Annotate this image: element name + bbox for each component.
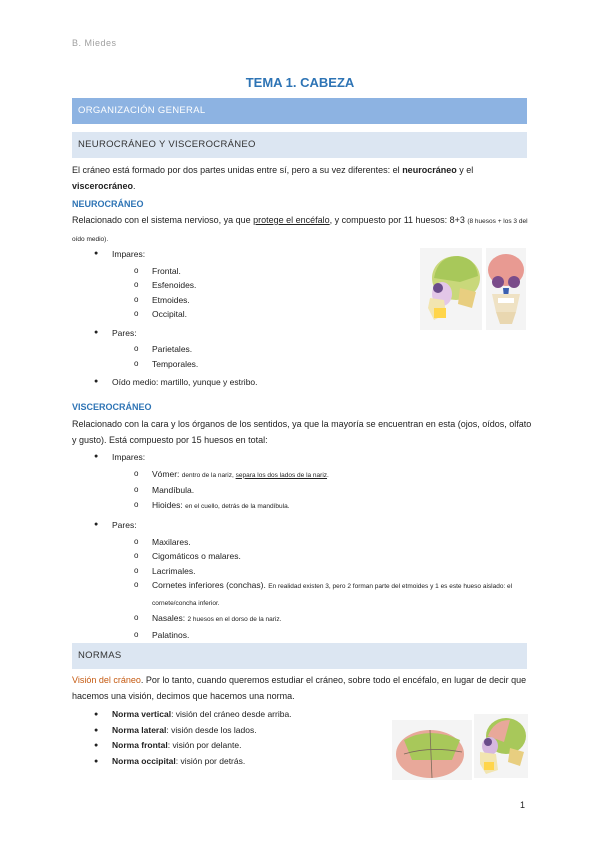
list-item: o Frontal. xyxy=(134,264,394,279)
neuro-paragraph: Relacionado con el sistema nervioso, ya que protege el encéfalo, y compuesto por 11 huesos: 8+3 (8 huesos + los 3 del oído medio). xyxy=(72,215,528,243)
page-title: TEMA 1. CABEZA xyxy=(245,75,355,90)
list-item: ● Norma vertical: visión del cráneo desde arriba. xyxy=(94,707,374,723)
skull-lateral-image xyxy=(420,248,482,330)
normas-paragraph: Visión del cráneo. Por lo tanto, cuando queremos estudiar el cráneo, sobre todo el encéfalo, en lugar de decir que hacemos una visión, decimos que hacemos una norma. xyxy=(72,675,527,701)
intro-paragraph: El cráneo está formado por dos partes unidas entre sí, pero a su vez diferentes: el neurocráneo y el viscerocráneo. xyxy=(72,165,474,191)
list-item: o Esfenoides. xyxy=(134,278,394,293)
author-header: B. Miedes xyxy=(72,38,117,48)
list-item: o Temporales. xyxy=(134,357,394,372)
list-item: ● Impares: o Frontal. o Esfenoides. o Etmoides. o Occipital. xyxy=(94,247,394,322)
list-item: o Parietales. xyxy=(134,342,394,357)
list-item: ● Norma occipital: visión por detrás. xyxy=(94,754,374,770)
visc-heading: VISCEROCRÁNEO xyxy=(72,402,152,412)
list-item: ● Norma lateral: visión desde los lados. xyxy=(94,723,374,739)
list-item: o Maxilares. xyxy=(134,535,524,550)
skull-vertical-image xyxy=(392,720,472,780)
list-item: ● Oído medio: martillo, yunque y estribo. xyxy=(94,375,394,390)
list-item: o Vómer: dentro de la nariz, separa los dos lados de la nariz. xyxy=(134,467,524,484)
list-item: o Cornetes inferiores (conchas). En realidad existen 3, pero 2 forman parte del etmoides y 1 es este hueso aislado: el cornete/concha inferior. xyxy=(134,578,524,611)
list-item: o Mandíbula. xyxy=(134,483,524,498)
visc-paragraph: Relacionado con la cara y los órganos de los sentidos, ya que la mayoría se encuentran en esta (ojos, oídos, olfato y gusto). Está compuesto por 15 huesos en total: xyxy=(72,419,532,445)
list-item: ● Pares: o Parietales. o Temporales. xyxy=(94,326,394,372)
list-item: o Lacrimales. xyxy=(134,564,524,579)
list-item: o Etmoides. xyxy=(134,293,394,308)
list-item: o Nasales: 2 huesos en el dorso de la nariz. xyxy=(134,611,524,628)
section-organizacion-general: ORGANIZACIÓN GENERAL xyxy=(72,98,527,124)
section-normas: NORMAS xyxy=(72,643,527,669)
neuro-list xyxy=(94,247,394,390)
skull-frontal-image xyxy=(486,248,526,330)
section-neuro-visceral: NEUROCRÁNEO Y VISCEROCRÁNEO xyxy=(72,132,527,158)
list-item: ● Impares: o Vómer: dentro de la nariz, separa los dos lados de la nariz. o Mandíbula. o Hioides: en el cuello, detrás de la mandíbula. xyxy=(94,450,524,514)
visc-list xyxy=(94,450,524,646)
list-item: ● Pares: o Maxilares. o Cigomáticos o malares. o Lacrimales. o Cornetes inferiores (conchas). En realidad existen 3, pero 2 forman parte del etmoides y 1 es este hueso aislado: el cornete/concha inferior. o Nasales: 2 huesos en el dorso de la nariz. o Palatinos. xyxy=(94,518,524,642)
neuro-heading: NEUROCRÁNEO xyxy=(72,199,144,209)
list-item: o Cigomáticos o malares. xyxy=(134,549,524,564)
normas-list xyxy=(94,707,374,769)
page-number: 1 xyxy=(520,800,526,810)
skull-lateral-2-image xyxy=(474,714,528,778)
list-item: o Hioides: en el cuello, detrás de la mandíbula. xyxy=(134,498,524,515)
list-item: o Occipital. xyxy=(134,307,394,322)
list-item: o Palatinos. xyxy=(134,628,524,643)
list-item: ● Norma frontal: visión por delante. xyxy=(94,738,374,754)
